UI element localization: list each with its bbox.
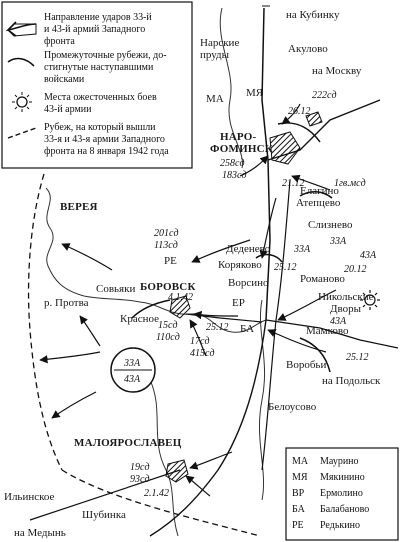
- label-vorobi: Воробьи: [286, 359, 327, 371]
- unit-93sd: 93сд: [130, 474, 150, 485]
- unit-33a-1: 33А: [330, 236, 347, 247]
- unit-183sd: 183сд: [222, 170, 247, 181]
- unit-113sd: 113сд: [154, 240, 178, 251]
- unit-43a-1: 43А: [360, 250, 377, 261]
- label-moskvu: на Москву: [312, 65, 362, 77]
- label-sovyaki: Совьяки: [96, 283, 136, 295]
- label-re: РЕ: [164, 255, 177, 267]
- legend-item-1-line-1: Направление ударов 33-й: [44, 12, 152, 23]
- legend-item-1-line-2: и 43-й армий Западного: [44, 24, 146, 35]
- arrow-west-3: [80, 316, 100, 346]
- abbrev-code-3: БА: [292, 504, 305, 515]
- arrow-west-2: [52, 392, 96, 418]
- unit-201sd: 201сд: [154, 228, 179, 239]
- label-narskie: Нарские: [200, 37, 240, 49]
- label-vorsino: Ворсино: [228, 277, 269, 289]
- legend-item-4-line-3: фронта на 8 января 1942 года: [44, 146, 169, 157]
- unit-222sd: 222сд: [312, 90, 337, 101]
- label-dedenevo: Деденево: [226, 243, 271, 255]
- abbrev-name-0: Маурино: [320, 456, 359, 467]
- road-central: [262, 180, 290, 470]
- label-krasnoe: Красное: [120, 313, 160, 325]
- unit-43a-2: 43А: [330, 316, 347, 327]
- label-er: ЕР: [232, 297, 245, 309]
- legend-item-3-line-2: 43-й армии: [44, 104, 92, 115]
- label-atepcevo: Атепцево: [296, 197, 341, 209]
- unit-33a-2: 33А: [294, 244, 311, 255]
- unit-25-12-a: 25.12: [274, 262, 297, 273]
- label-elagino: Елагино: [300, 185, 339, 197]
- unit-17sd: 17сд: [190, 336, 210, 347]
- front-line-bottom: [62, 470, 260, 536]
- label-belousovo: Белоусово: [268, 401, 317, 413]
- label-borovsk: БОРОВСК: [140, 281, 196, 293]
- unit-19sd: 19сд: [130, 462, 150, 473]
- arrow-vereya: [62, 244, 112, 270]
- label-ma: МА: [206, 93, 224, 105]
- label-kubinka: на Кубинку: [286, 9, 340, 21]
- abbrev-code-2: ВР: [292, 488, 305, 499]
- unit-25-12-b: 25.12: [206, 322, 229, 333]
- abbrev-name-3: Балабаново: [320, 504, 370, 515]
- unit-25-12-c: 25.12: [346, 352, 369, 363]
- legend-item-4-line-1: Рубеж, на который вышли: [44, 122, 156, 133]
- label-maloyaroslavets: МАЛОЯРОСЛАВЕЦ: [74, 437, 182, 449]
- arrow-west-1: [40, 352, 100, 360]
- abbrev-name-2: Ермолино: [320, 488, 363, 499]
- label-nikolskie-2: Дворы: [330, 303, 362, 315]
- circle-33a: 33А: [124, 358, 141, 369]
- label-mamkovo: Мамково: [306, 325, 349, 337]
- legend-item-2-line-2: стигнутые наступавшими: [44, 62, 154, 73]
- label-protva: р. Протва: [44, 297, 89, 309]
- unit-20-12: 20.12: [344, 264, 367, 275]
- abbreviation-table: [286, 448, 398, 540]
- legend: [2, 2, 192, 168]
- label-ilinskoe: Ильинское: [4, 491, 55, 503]
- label-akulovo: Акулово: [288, 43, 328, 55]
- label-romanovo: Романово: [300, 273, 345, 285]
- unit-26-12: 26.12: [288, 106, 311, 117]
- river-lower: [150, 380, 178, 536]
- arrow-malo: [190, 452, 232, 468]
- abbrev-name-4: Редькино: [320, 520, 360, 531]
- label-mya: МЯ: [246, 87, 264, 99]
- unit-2-1-42: 2.1.42: [144, 488, 169, 499]
- unit-258sd: 258сд: [220, 158, 245, 169]
- unit-415sd: 415сд: [190, 348, 215, 359]
- label-naro-2: ФОМИНСК: [210, 143, 273, 155]
- abbrev-code-0: МА: [292, 456, 309, 467]
- legend-item-4-line-2: 33-я и 43-я армии Западного: [44, 134, 165, 145]
- circle-43a: 43А: [124, 374, 141, 385]
- legend-item-3-line-1: Места ожесточенных боев: [44, 92, 157, 103]
- front-line-left: [29, 174, 62, 470]
- legend-item-1-line-3: фронта: [44, 36, 75, 47]
- label-ba: БА: [240, 323, 255, 335]
- unit-15sd: 15сд: [158, 320, 178, 331]
- abbrev-code-1: МЯ: [292, 472, 308, 483]
- label-medyn: на Медынь: [14, 527, 66, 539]
- legend-item-2-line-3: войсками: [44, 74, 85, 85]
- label-naro-1: НАРО-: [220, 131, 257, 143]
- label-prudy: пруды: [200, 49, 230, 61]
- abbrev-code-4: РЕ: [292, 520, 304, 531]
- label-koryakovo: Коряково: [218, 259, 262, 271]
- unit-21-12: 21.12: [282, 178, 305, 189]
- unit-1gv: 1гв.мсд: [334, 178, 366, 189]
- unit-110sd: 110сд: [156, 332, 180, 343]
- railway-north: [262, 8, 270, 320]
- abbrev-name-1: Мякинино: [320, 472, 365, 483]
- label-podolsk: на Подольск: [322, 375, 381, 387]
- label-nikolskie-1: Никольские: [318, 291, 374, 303]
- road-borovsk: [186, 314, 262, 322]
- legend-item-2-line-1: Промежуточные рубежи, до-: [44, 50, 167, 61]
- label-shubinka: Шубинка: [82, 509, 126, 521]
- label-sliznevo: Слизнево: [308, 219, 353, 231]
- label-vereya: ВЕРЕЯ: [60, 201, 98, 213]
- naro-fominsk-town: [270, 132, 300, 164]
- unit-4-1-42: 4.1.42: [168, 292, 193, 303]
